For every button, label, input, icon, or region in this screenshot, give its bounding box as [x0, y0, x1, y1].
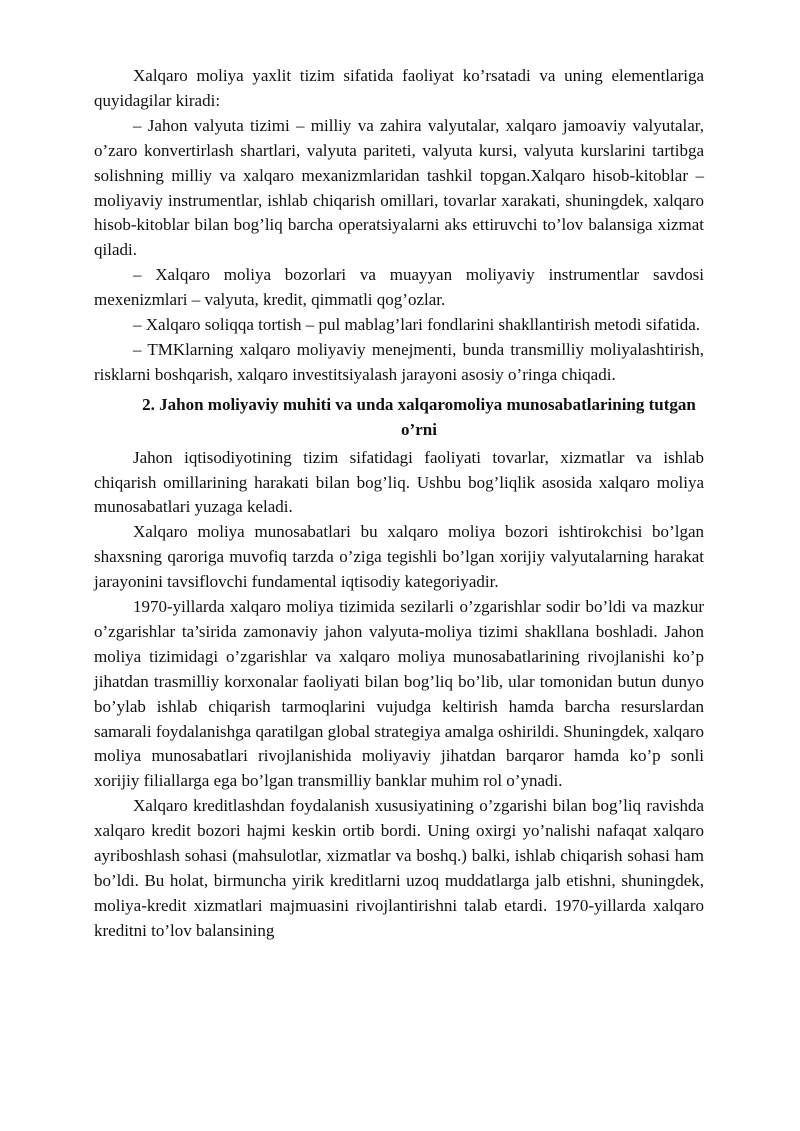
body-paragraph: Xalqaro kreditlashdan foydalanish xususiyatining o’zgarishi bilan bog’liq ravishda xalqaro kredit bozori hajmi keskin ortib bordi. Uning oxirgi yo’nalishi nafaqat xalqaro ayriboshlash sohasi (mahsulotlar, xizmatlar va boshq.) balki, ishlab chiqarish sohasi ham bo’ldi. Bu holat, birmuncha yirik kreditlarni uzoq muddatlarga jalb etishni, shuningdek, moliya-kredit xizmatlari majmuasini rivojlantirishni talab etardi. 1970-yillarda xalqaro kreditni to’lov balansining	[94, 796, 704, 940]
list-item-world-currency-system: – Jahon valyuta tizimi – milliy va zahira valyutalar, xalqaro jamoaviy valyutalar, o’zaro konvertirlash shartlari, valyuta pariteti, valyuta kursi, valyuta kurslarini tartibga solishning milliy va xalqaro mexanizmlaridan tashkil topgan.Xalqaro hisob-kitoblar – moliyaviy instrumentlar, ishlab chiqarish omillari, tovarlar xarakati, shuningdek, xalqaro hisob-kitoblar bilan bog’liq barcha operatsiyalarni aks ettiruvchi to’lov balansiga xizmat qiladi.	[94, 115, 704, 260]
section-heading: 2. Jahon moliyaviy muhiti va unda xalqaromoliya munosabatlarining tutgan o’rni	[142, 394, 696, 439]
body-paragraph: Jahon iqtisodiyotining tizim sifatidagi faoliyati tovarlar, xizmatlar va ishlab chiqarish omillarining harakati bilan bog’liq. Ushbu bog’liqlik asosida xalqaro moliya munosabatlari yuzaga keladi.	[94, 447, 704, 517]
body-paragraph: Xalqaro moliya munosabatlari bu xalqaro moliya bozori ishtirokchisi bo’lgan shaxsning qaroriga muvofiq tarzda o’ziga tegishli bo’lgan xorijiy valyutalarning harakat jarayonini tavsiflovchi fundamental iqtisodiy kategoriyadir.	[94, 522, 704, 592]
list-item-tnc-financial-management: – TMKlarning xalqaro moliyaviy menejmenti, bunda transmilliy moliyalashtirish, risklarni boshqarish, xalqaro investitsiyalash jarayoni asosiy o’ringa chiqadi.	[94, 339, 704, 384]
list-item-international-taxation: – Xalqaro soliqqa tortish – pul mablag’lari fondlarini shakllantirish metodi sifatida.	[133, 315, 701, 335]
body-paragraph: 1970-yillarda xalqaro moliya tizimida sezilarli o’zgarishlar sodir bo’ldi va mazkur o’zgarishlar ta’sirida zamonaviy jahon valyuta-moliya tizimi shakllana boshladi. Jahon moliya tizimidagi o’zgarishlar va xalqaro moliya munosabatlarining rivojlanishi ko’p jihatdan trasmilliy korxonalar faoliyati bilan bog’liq bo’lib, ular tomonidan butun dunyo bo’ylab ishlab chiqarish tarmoqlarini vujudga keltirish hamda barcha resurslardan samarali foydalanishga qaratilgan global strategiya amalga oshirildi. Shuningdek, xalqaro moliya munosabatlari rivojlanishida moliyaviy jihatdan barqaror hamda ko’p sonli xorijiy filiallarga ega bo’lgan transmilliy banklar muhim rol o’ynadi.	[94, 597, 704, 791]
document-page	[94, 64, 704, 944]
list-item-financial-markets: – Xalqaro moliya bozorlari va muayyan moliyaviy instrumentlar savdosi mexenizmlari – valyuta, kredit, qimmatli qog’ozlar.	[94, 265, 704, 310]
intro-paragraph: Xalqaro moliya yaxlit tizim sifatida faoliyat ko’rsatadi va uning elementlariga quyidagilar kiradi:	[94, 66, 704, 110]
